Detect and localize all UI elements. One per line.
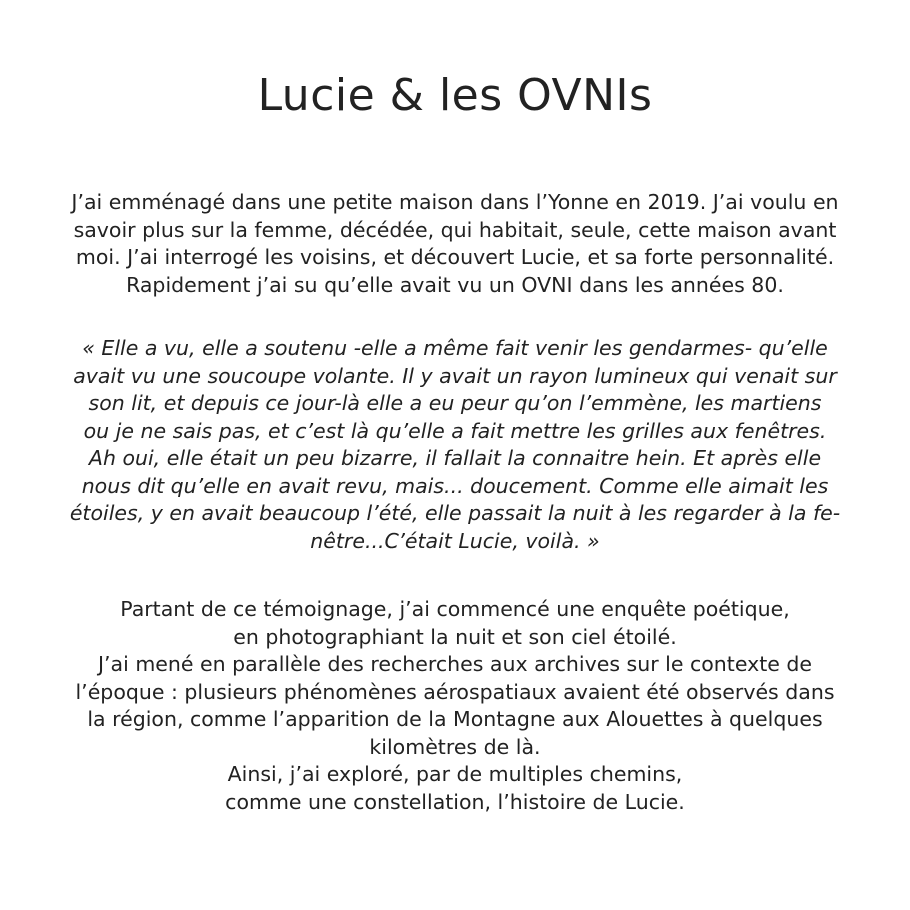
quote-line: étoiles, y en avait beaucoup l’été, elle passait la nuit à les regarder à la fe- — [69, 501, 841, 525]
quote-line: nous dit qu’elle en avait revu, mais... doucement. Comme elle aimait les — [81, 473, 829, 498]
outro-line: la région, comme l’apparition de la Montagne aux Alouettes à quelques — [87, 707, 823, 731]
quote-line: ou je ne sais pas, et c’est là qu’elle a fait mettre les grilles aux fenêtres. — [83, 418, 827, 443]
intro-line: Rapidement j’ai su qu’elle avait vu un OVNI dans les années 80. — [126, 272, 784, 297]
outro-line: kilomètres de là. — [369, 734, 541, 759]
page-title: Lucie & les OVNIs — [257, 70, 653, 121]
quote-line: son lit, et depuis ce jour-là elle a eu peur qu’on l’emmène, les martiens — [88, 391, 822, 415]
outro-paragraph — [20, 596, 890, 816]
quote-line: nêtre...C’était Lucie, voilà. » — [310, 528, 600, 553]
quote-line: Ah oui, elle était un peu bizarre, il fallait la connaitre hein. Et après elle — [88, 446, 822, 470]
outro-line: Ainsi, j’ai exploré, par de multiples chemins, — [227, 762, 683, 786]
outro-line: l’époque : plusieurs phénomènes aérospatiaux avaient été observés dans — [75, 679, 835, 704]
intro-paragraph — [20, 189, 890, 299]
intro-line: J’ai emménagé dans une petite maison dans l’Yonne en 2019. J’ai voulu en — [71, 190, 839, 214]
outro-line: comme une constellation, l’histoire de Lucie. — [225, 789, 685, 814]
quote-paragraph — [20, 335, 890, 555]
outro-line: en photographiant la nuit et son ciel étoilé. — [233, 624, 677, 649]
quote-line: avait vu une soucoupe volante. Il y avait un rayon lumineux qui venait sur — [73, 363, 837, 388]
intro-line: savoir plus sur la femme, décédée, qui habitait, seule, cette maison avant — [73, 217, 837, 242]
quote-line: « Elle a vu, elle a soutenu -elle a même fait venir les gendarmes- qu’elle — [82, 336, 828, 360]
outro-line: Partant de ce témoignage, j’ai commencé une enquête poétique, — [120, 597, 790, 621]
outro-line: J’ai mené en parallèle des recherches aux archives sur le contexte de — [98, 652, 812, 676]
intro-line: moi. J’ai interrogé les voisins, et découvert Lucie, et sa forte personnalité. — [75, 245, 835, 269]
